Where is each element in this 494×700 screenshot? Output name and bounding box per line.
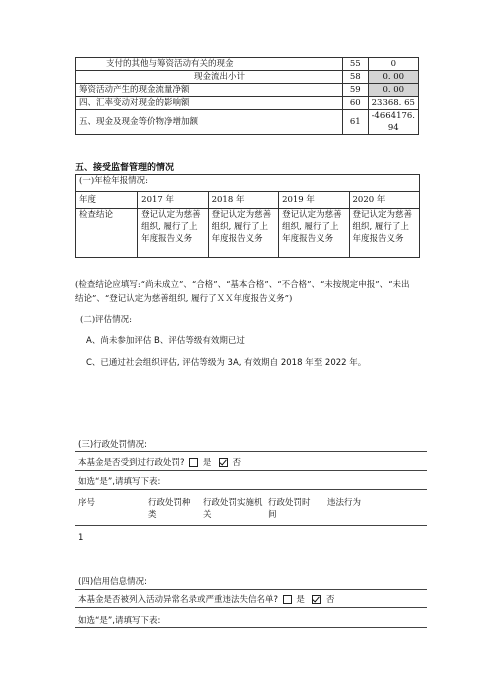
annual-header-cell: 年度 [76, 192, 138, 209]
annual-caption: (一)年检年报情况: [76, 175, 420, 192]
cashflow-value: 0 [368, 58, 418, 71]
penalty-yes-label: 是 [202, 458, 212, 468]
annual-note-1: (检查结论应填写:“尚未成立”、“合格”、“基本合格”、“不合格”、“未按规定申报”、“未出 [75, 280, 410, 290]
divider [75, 470, 427, 471]
section-title: 五、接受监督管理的情况 [75, 163, 175, 173]
penalty-col-time: 行政处罚时间 [268, 498, 311, 520]
cashflow-row [76, 58, 419, 71]
divider [75, 607, 427, 608]
cashflow-line-no: 59 [343, 84, 369, 97]
penalty-col-index: 序号 [78, 498, 96, 508]
divider [75, 451, 427, 452]
annual-note-2: 结论”、“登记认定为慈善组织, 履行了ＸＸ年度报告义务”) [75, 294, 293, 304]
evaluation-caption: (二)评估情况: [80, 315, 132, 325]
cashflow-label: 四、汇率变动对现金的影响额 [76, 97, 343, 110]
penalty-caption: (三)行政处罚情况: [78, 440, 147, 450]
credit-question-line [78, 593, 335, 605]
penalty-instruction: 如选“是”,请填写下表: [78, 477, 161, 487]
annual-row-label: 检查结论 [76, 209, 138, 258]
penalty-no-checkbox[interactable] [219, 458, 228, 467]
annual-header-cell: 2017 年 [138, 192, 208, 209]
annual-header-cell: 2019 年 [279, 192, 349, 209]
credit-yes-label: 是 [296, 595, 305, 605]
credit-caption: (四)信用信息情况: [78, 577, 147, 587]
cashflow-value: 23368. 65 [368, 97, 418, 110]
annual-header-cell: 2018 年 [208, 192, 278, 209]
penalty-no-label: 否 [232, 458, 242, 468]
credit-no-checkbox[interactable] [312, 595, 321, 604]
credit-instruction: 如选“是”,请填写下表: [78, 616, 161, 626]
cashflow-value: -4664176. 94 [368, 110, 418, 135]
penalty-yes-checkbox[interactable] [189, 458, 198, 467]
annual-conclusion-cell: 登记认定为慈善组织, 履行了上年度报告义务 [279, 209, 349, 258]
cashflow-table [75, 57, 419, 135]
annual-conclusion-cell: 登记认定为慈善组织, 履行了上年度报告义务 [208, 209, 278, 258]
cashflow-label: 现金流出小计 [76, 71, 343, 84]
penalty-row-index: 1 [78, 533, 84, 543]
divider [75, 589, 427, 590]
penalty-col-authority: 行政处罚实施机关 [203, 498, 263, 520]
cashflow-line-no: 60 [343, 97, 369, 110]
annual-report-table [75, 174, 420, 258]
cashflow-line-no: 58 [343, 71, 369, 84]
cashflow-label: 支付的其他与筹资活动有关的现金 [76, 58, 343, 71]
cashflow-line-no: 61 [343, 110, 369, 135]
cashflow-value: 0. 00 [368, 71, 418, 84]
annual-conclusion-cell: 登记认定为慈善组织, 履行了上年度报告义务 [138, 209, 208, 258]
penalty-col-type: 行政处罚种类 [148, 498, 191, 520]
cashflow-row [76, 97, 419, 110]
cashflow-line-no: 55 [343, 58, 369, 71]
cashflow-row [76, 110, 419, 135]
cashflow-row [76, 71, 419, 84]
annual-header-cell: 2020 年 [349, 192, 419, 209]
penalty-col-violation: 违法行为 [327, 498, 362, 508]
cashflow-label: 筹资活动产生的现金流量净额 [76, 84, 343, 97]
credit-question: 本基金是否被列入活动异常名录或严重违法失信名单? [78, 595, 279, 605]
penalty-question: 本基金是否受到过行政处罚? [78, 458, 185, 468]
cashflow-value: 0. 00 [368, 84, 418, 97]
evaluation-options: A、尚未参加评估 B、评估等级有效期已过 [86, 336, 245, 346]
credit-yes-checkbox[interactable] [283, 595, 292, 604]
evaluation-result: C、已通过社会组织评估, 评估等级为 3A, 有效期自 2018 年至 2022 年。 [86, 358, 367, 368]
divider [75, 525, 427, 526]
divider [75, 489, 427, 490]
credit-no-label: 否 [326, 595, 335, 605]
cashflow-label: 五、现金及现金等价物净增加额 [76, 110, 343, 135]
divider [75, 627, 427, 628]
annual-conclusion-cell: 登记认定为慈善组织, 履行了上年度报告义务 [349, 209, 419, 258]
penalty-question-line [78, 456, 241, 468]
cashflow-row [76, 84, 419, 97]
